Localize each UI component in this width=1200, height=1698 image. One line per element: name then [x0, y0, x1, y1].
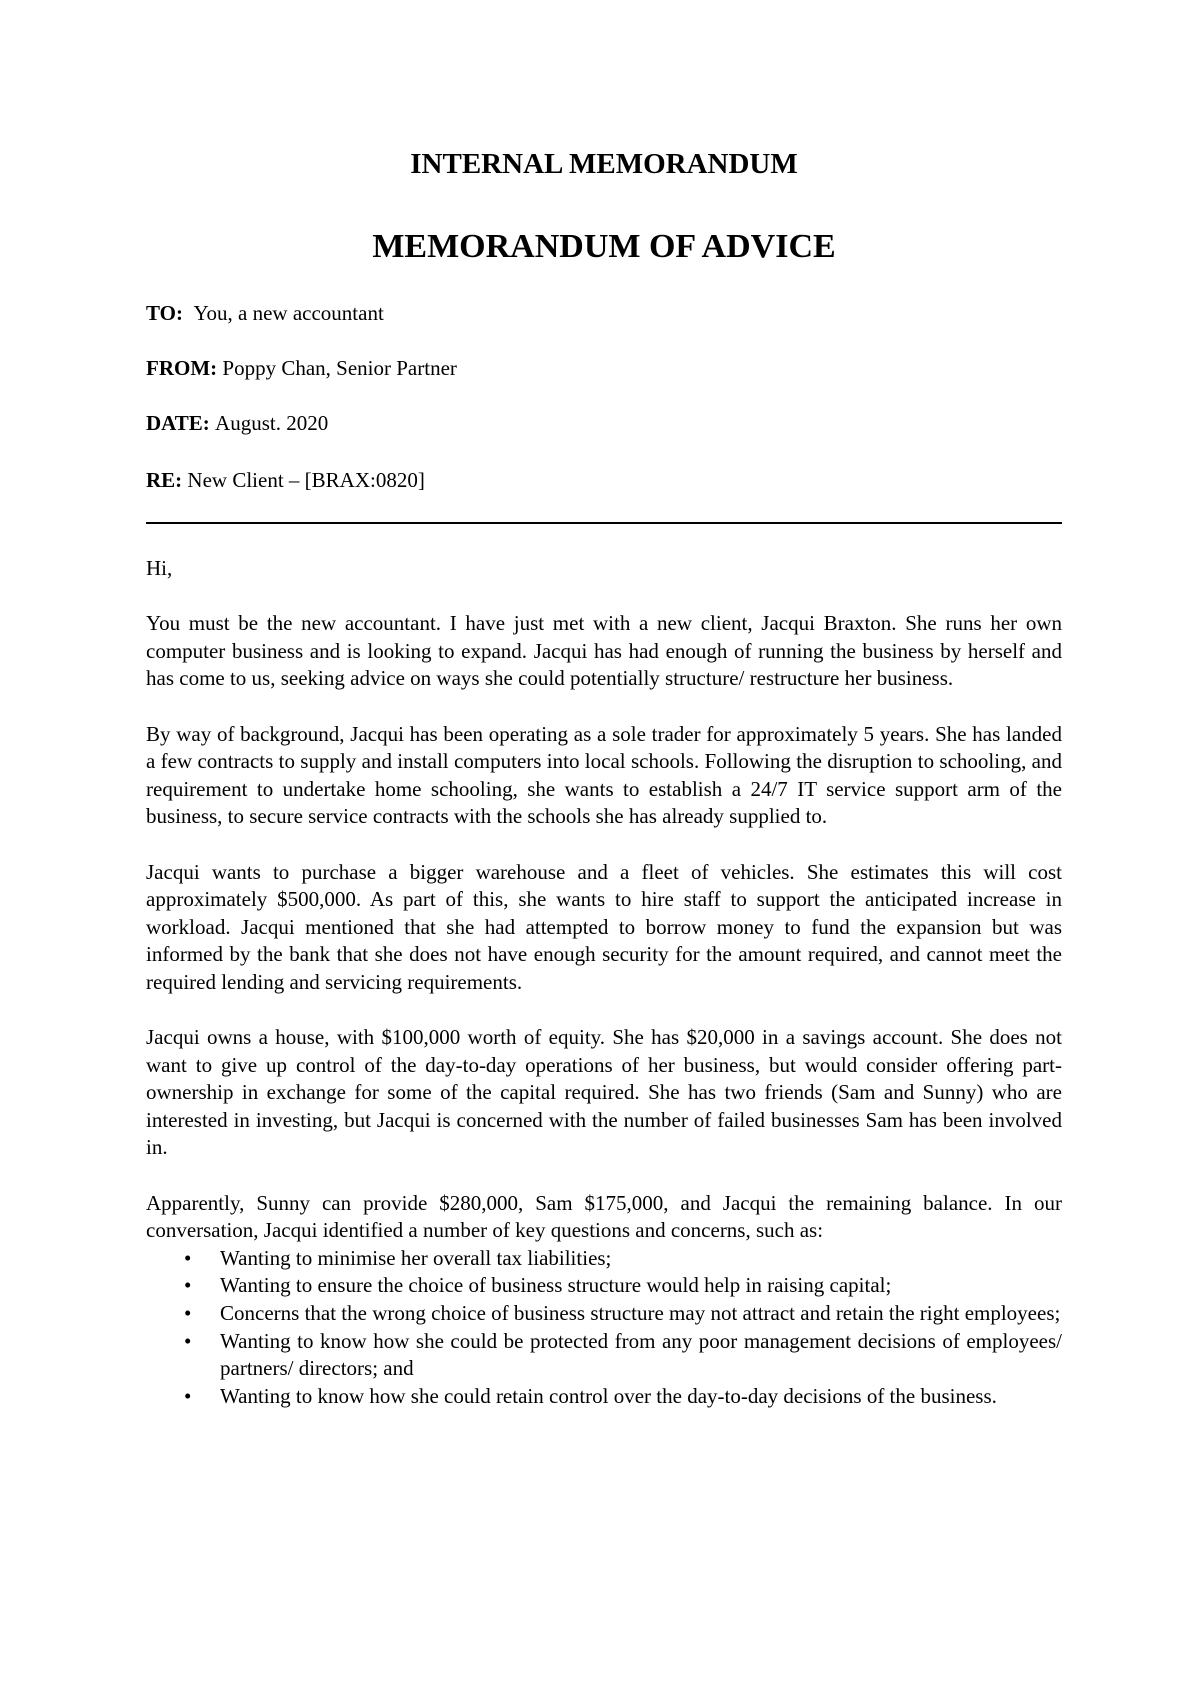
bullet-icon: •: [184, 1301, 192, 1326]
list-item-text: Wanting to know how she could be protected from any poor management decisions of employees/ partners/ directors; and: [220, 1328, 1062, 1381]
memo-from-line: [146, 355, 457, 381]
concerns-list: [146, 1245, 1062, 1411]
header-divider: [146, 522, 1062, 524]
paragraph-background: By way of background, Jacqui has been operating as a sole trader for approximately 5 years. She has landed a few contracts to supply and install computers into local schools. Following the disruption to schooling, and requirement to undertake home schooling, she wants to establish a 24/7 IT service support arm of the business, to secure service contracts with the schools she has already supplied to.: [146, 721, 1062, 829]
list-item-text: Concerns that the wrong choice of business structure may not attract and retain the right employees;: [220, 1301, 1061, 1326]
bullet-icon: •: [184, 1245, 192, 1270]
list-item: [146, 1300, 1062, 1328]
list-item-text: Wanting to minimise her overall tax liabilities;: [220, 1245, 612, 1270]
greeting: Hi,: [146, 556, 173, 580]
re-value: New Client – [BRAX:0820]: [187, 468, 425, 492]
memo-body: [146, 555, 1062, 1410]
paragraph-expansion-plans: Jacqui wants to purchase a bigger warehouse and a fleet of vehicles. She estimates this will cost approximately $500,000. As part of this, she wants to hire staff to support the anticipated increase in workload. Jacqui mentioned that she had attempted to borrow money to fund the expansion but was informed by the bank that she does not have enough security for the amount required, and cannot meet the required lending and servicing requirements.: [146, 859, 1062, 994]
list-item: [146, 1272, 1062, 1300]
list-item-text: Wanting to know how she could retain control over the day-to-day decisions of the business.: [220, 1383, 997, 1408]
date-value: August. 2020: [215, 411, 329, 435]
paragraph-capital-contributions: Apparently, Sunny can provide $280,000, Sam $175,000, and Jacqui the remaining balance. In our conversation, Jacqui identified a number of key questions and concerns, such as:: [146, 1190, 1062, 1243]
list-item-text: Wanting to ensure the choice of business structure would help in raising capital;: [220, 1273, 892, 1298]
bullet-icon: •: [184, 1383, 192, 1408]
memo-page: [146, 0, 1062, 1698]
list-item: [146, 1328, 1062, 1383]
from-label: FROM:: [146, 356, 218, 380]
paragraph-financial-position: Jacqui owns a house, with $100,000 worth of equity. She has $20,000 in a savings account. She does not want to give up control of the day-to-day operations of her business, but would consider offering part-ownership in exchange for some of the capital required. She has two friends (Sam and Sunny) who are interested in investing, but Jacqui is concerned with the number of failed businesses Sam has been involved in.: [146, 1025, 1062, 1160]
re-label: RE:: [146, 468, 183, 492]
date-label: DATE:: [146, 411, 210, 435]
from-value: Poppy Chan, Senior Partner: [222, 356, 457, 380]
memo-re-line: [146, 467, 425, 493]
to-label: TO:: [146, 301, 183, 325]
paragraph-introduction: You must be the new accountant. I have just met with a new client, Jacqui Braxton. She runs her own computer business and is looking to expand. Jacqui has had enough of running the business by herself and has come to us, seeking advice on ways she could potentially structure/ restructure her business.: [146, 611, 1062, 691]
memo-date-line: [146, 410, 328, 436]
list-item: [146, 1245, 1062, 1273]
bullet-icon: •: [184, 1273, 192, 1298]
memo-to-line: [146, 300, 384, 326]
bullet-icon: •: [184, 1328, 192, 1353]
to-value: You, a new accountant: [193, 301, 384, 325]
memorandum-of-advice-title: MEMORANDUM OF ADVICE: [372, 228, 836, 265]
internal-memorandum-title: INTERNAL MEMORANDUM: [410, 148, 798, 180]
list-item: [146, 1383, 1062, 1411]
